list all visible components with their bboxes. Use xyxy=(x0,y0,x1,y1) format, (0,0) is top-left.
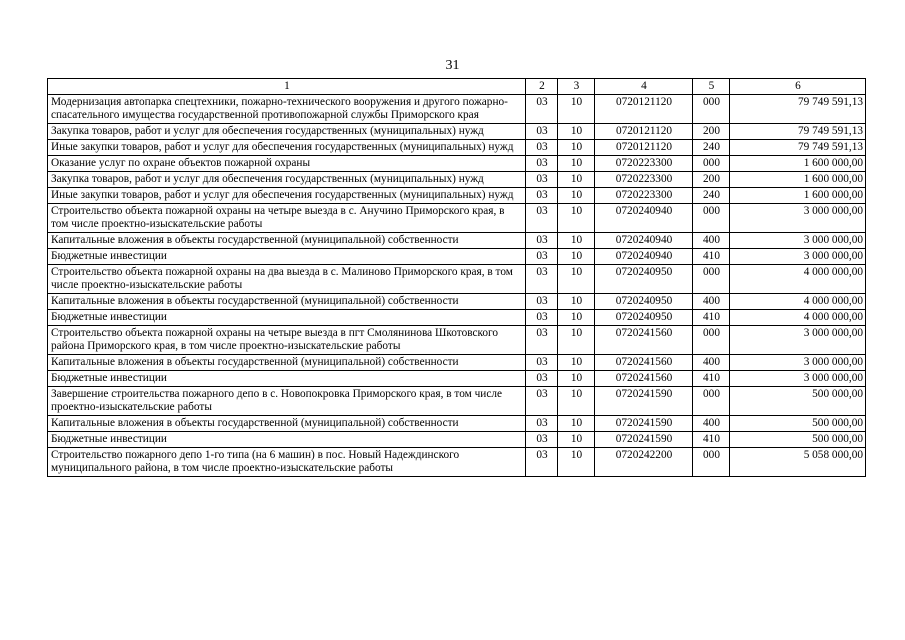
cell-subsection: 10 xyxy=(558,233,595,249)
cell-amount: 4 000 000,00 xyxy=(730,294,866,310)
col-header-target: 4 xyxy=(595,79,693,95)
cell-amount: 79 749 591,13 xyxy=(730,124,866,140)
cell-name: Иные закупки товаров, работ и услуг для обеспечения государственных (муниципальных) нужд xyxy=(48,140,526,156)
cell-amount: 3 000 000,00 xyxy=(730,326,866,355)
cell-expense-type: 400 xyxy=(693,294,730,310)
cell-expense-type: 410 xyxy=(693,432,730,448)
cell-amount: 3 000 000,00 xyxy=(730,204,866,233)
table-row xyxy=(48,265,866,294)
cell-name: Бюджетные инвестиции xyxy=(48,432,526,448)
cell-subsection: 10 xyxy=(558,249,595,265)
cell-expense-type: 410 xyxy=(693,310,730,326)
cell-amount: 4 000 000,00 xyxy=(730,310,866,326)
cell-amount: 3 000 000,00 xyxy=(730,233,866,249)
cell-section: 03 xyxy=(526,432,558,448)
table-row xyxy=(48,124,866,140)
cell-name: Завершение строительства пожарного депо в с. Новопокровка Приморского края, в том числе проектно-изыскательские работы xyxy=(48,387,526,416)
cell-name: Капитальные вложения в объекты государственной (муниципальной) собственности xyxy=(48,233,526,249)
cell-amount: 1 600 000,00 xyxy=(730,172,866,188)
cell-expense-type: 000 xyxy=(693,326,730,355)
cell-subsection: 10 xyxy=(558,140,595,156)
cell-subsection: 10 xyxy=(558,387,595,416)
cell-amount: 1 600 000,00 xyxy=(730,188,866,204)
cell-name: Строительство пожарного депо 1-го типа (на 6 машин) в пос. Новый Надеждинского муниципального района, в том числе проектно-изыскательские работы xyxy=(48,448,526,477)
col-header-expense-type: 5 xyxy=(693,79,730,95)
table-row xyxy=(48,172,866,188)
cell-section: 03 xyxy=(526,310,558,326)
table-row xyxy=(48,432,866,448)
cell-target: 0720240950 xyxy=(595,265,693,294)
cell-section: 03 xyxy=(526,233,558,249)
cell-amount: 4 000 000,00 xyxy=(730,265,866,294)
cell-expense-type: 400 xyxy=(693,416,730,432)
cell-subsection: 10 xyxy=(558,156,595,172)
cell-target: 0720223300 xyxy=(595,172,693,188)
cell-target: 0720241560 xyxy=(595,326,693,355)
header-row xyxy=(48,79,866,95)
cell-expense-type: 200 xyxy=(693,124,730,140)
cell-name: Иные закупки товаров, работ и услуг для обеспечения государственных (муниципальных) нужд xyxy=(48,188,526,204)
cell-target: 0720241590 xyxy=(595,432,693,448)
cell-name: Строительство объекта пожарной охраны на четыре выезда в пгт Смолянинова Шкотовского района Приморского края, в том числе проектно-изыскательские работы xyxy=(48,326,526,355)
cell-expense-type: 000 xyxy=(693,204,730,233)
table-row xyxy=(48,156,866,172)
cell-expense-type: 410 xyxy=(693,249,730,265)
cell-subsection: 10 xyxy=(558,448,595,477)
cell-expense-type: 400 xyxy=(693,355,730,371)
cell-expense-type: 240 xyxy=(693,188,730,204)
cell-amount: 500 000,00 xyxy=(730,387,866,416)
cell-amount: 79 749 591,13 xyxy=(730,140,866,156)
cell-subsection: 10 xyxy=(558,371,595,387)
cell-subsection: 10 xyxy=(558,95,595,124)
cell-subsection: 10 xyxy=(558,432,595,448)
cell-target: 0720121120 xyxy=(595,95,693,124)
cell-expense-type: 000 xyxy=(693,95,730,124)
cell-target: 0720240950 xyxy=(595,310,693,326)
cell-section: 03 xyxy=(526,204,558,233)
cell-subsection: 10 xyxy=(558,265,595,294)
table-row xyxy=(48,95,866,124)
cell-target: 0720241560 xyxy=(595,355,693,371)
table-row xyxy=(48,249,866,265)
cell-name: Капитальные вложения в объекты государственной (муниципальной) собственности xyxy=(48,416,526,432)
cell-name: Закупка товаров, работ и услуг для обеспечения государственных (муниципальных) нужд xyxy=(48,124,526,140)
table-row xyxy=(48,310,866,326)
col-header-subsection: 3 xyxy=(558,79,595,95)
cell-name: Бюджетные инвестиции xyxy=(48,371,526,387)
cell-section: 03 xyxy=(526,172,558,188)
col-header-name: 1 xyxy=(48,79,526,95)
cell-expense-type: 000 xyxy=(693,265,730,294)
cell-section: 03 xyxy=(526,387,558,416)
cell-name: Бюджетные инвестиции xyxy=(48,249,526,265)
cell-section: 03 xyxy=(526,188,558,204)
cell-section: 03 xyxy=(526,294,558,310)
page-number: 31 xyxy=(445,58,460,73)
table-row xyxy=(48,448,866,477)
cell-target: 0720240940 xyxy=(595,204,693,233)
cell-section: 03 xyxy=(526,156,558,172)
cell-expense-type: 200 xyxy=(693,172,730,188)
col-header-section: 2 xyxy=(526,79,558,95)
cell-section: 03 xyxy=(526,326,558,355)
cell-subsection: 10 xyxy=(558,124,595,140)
cell-subsection: 10 xyxy=(558,188,595,204)
cell-target: 0720241590 xyxy=(595,416,693,432)
cell-section: 03 xyxy=(526,448,558,477)
table-row xyxy=(48,233,866,249)
cell-amount: 1 600 000,00 xyxy=(730,156,866,172)
table-row xyxy=(48,294,866,310)
cell-amount: 5 058 000,00 xyxy=(730,448,866,477)
cell-amount: 500 000,00 xyxy=(730,416,866,432)
cell-section: 03 xyxy=(526,416,558,432)
cell-section: 03 xyxy=(526,140,558,156)
cell-expense-type: 000 xyxy=(693,156,730,172)
cell-amount: 3 000 000,00 xyxy=(730,249,866,265)
cell-section: 03 xyxy=(526,95,558,124)
cell-section: 03 xyxy=(526,249,558,265)
budget-table xyxy=(47,78,866,477)
table-row xyxy=(48,371,866,387)
cell-name: Строительство объекта пожарной охраны на два выезда в с. Малиново Приморского края, в том числе проектно-изыскательские работы xyxy=(48,265,526,294)
cell-target: 0720240950 xyxy=(595,294,693,310)
cell-name: Бюджетные инвестиции xyxy=(48,310,526,326)
cell-target: 0720241560 xyxy=(595,371,693,387)
cell-amount: 3 000 000,00 xyxy=(730,371,866,387)
cell-target: 0720240940 xyxy=(595,249,693,265)
cell-section: 03 xyxy=(526,124,558,140)
cell-target: 0720121120 xyxy=(595,140,693,156)
cell-name: Модернизация автопарка спецтехники, пожарно-технического вооружения и другого пожарно-спасательного имущества государственной противопожарной службы Приморского края xyxy=(48,95,526,124)
cell-subsection: 10 xyxy=(558,204,595,233)
cell-expense-type: 000 xyxy=(693,387,730,416)
cell-name: Капитальные вложения в объекты государственной (муниципальной) собственности xyxy=(48,355,526,371)
cell-section: 03 xyxy=(526,371,558,387)
cell-subsection: 10 xyxy=(558,172,595,188)
cell-subsection: 10 xyxy=(558,310,595,326)
table-row xyxy=(48,355,866,371)
table-row xyxy=(48,326,866,355)
cell-expense-type: 000 xyxy=(693,448,730,477)
table-row xyxy=(48,416,866,432)
cell-expense-type: 240 xyxy=(693,140,730,156)
cell-target: 0720240940 xyxy=(595,233,693,249)
cell-subsection: 10 xyxy=(558,326,595,355)
cell-section: 03 xyxy=(526,355,558,371)
cell-expense-type: 400 xyxy=(693,233,730,249)
cell-target: 0720242200 xyxy=(595,448,693,477)
cell-amount: 79 749 591,13 xyxy=(730,95,866,124)
cell-amount: 500 000,00 xyxy=(730,432,866,448)
cell-expense-type: 410 xyxy=(693,371,730,387)
cell-target: 0720241590 xyxy=(595,387,693,416)
cell-section: 03 xyxy=(526,265,558,294)
cell-name: Оказание услуг по охране объектов пожарной охраны xyxy=(48,156,526,172)
cell-target: 0720121120 xyxy=(595,124,693,140)
cell-target: 0720223300 xyxy=(595,188,693,204)
table-row xyxy=(48,204,866,233)
cell-amount: 3 000 000,00 xyxy=(730,355,866,371)
cell-subsection: 10 xyxy=(558,355,595,371)
cell-target: 0720223300 xyxy=(595,156,693,172)
cell-name: Закупка товаров, работ и услуг для обеспечения государственных (муниципальных) нужд xyxy=(48,172,526,188)
cell-name: Строительство объекта пожарной охраны на четыре выезда в с. Анучино Приморского края, в том числе проектно-изыскательские работы xyxy=(48,204,526,233)
cell-name: Капитальные вложения в объекты государственной (муниципальной) собственности xyxy=(48,294,526,310)
col-header-amount: 6 xyxy=(730,79,866,95)
table-row xyxy=(48,387,866,416)
table-row xyxy=(48,188,866,204)
cell-subsection: 10 xyxy=(558,294,595,310)
table-row xyxy=(48,140,866,156)
cell-subsection: 10 xyxy=(558,416,595,432)
